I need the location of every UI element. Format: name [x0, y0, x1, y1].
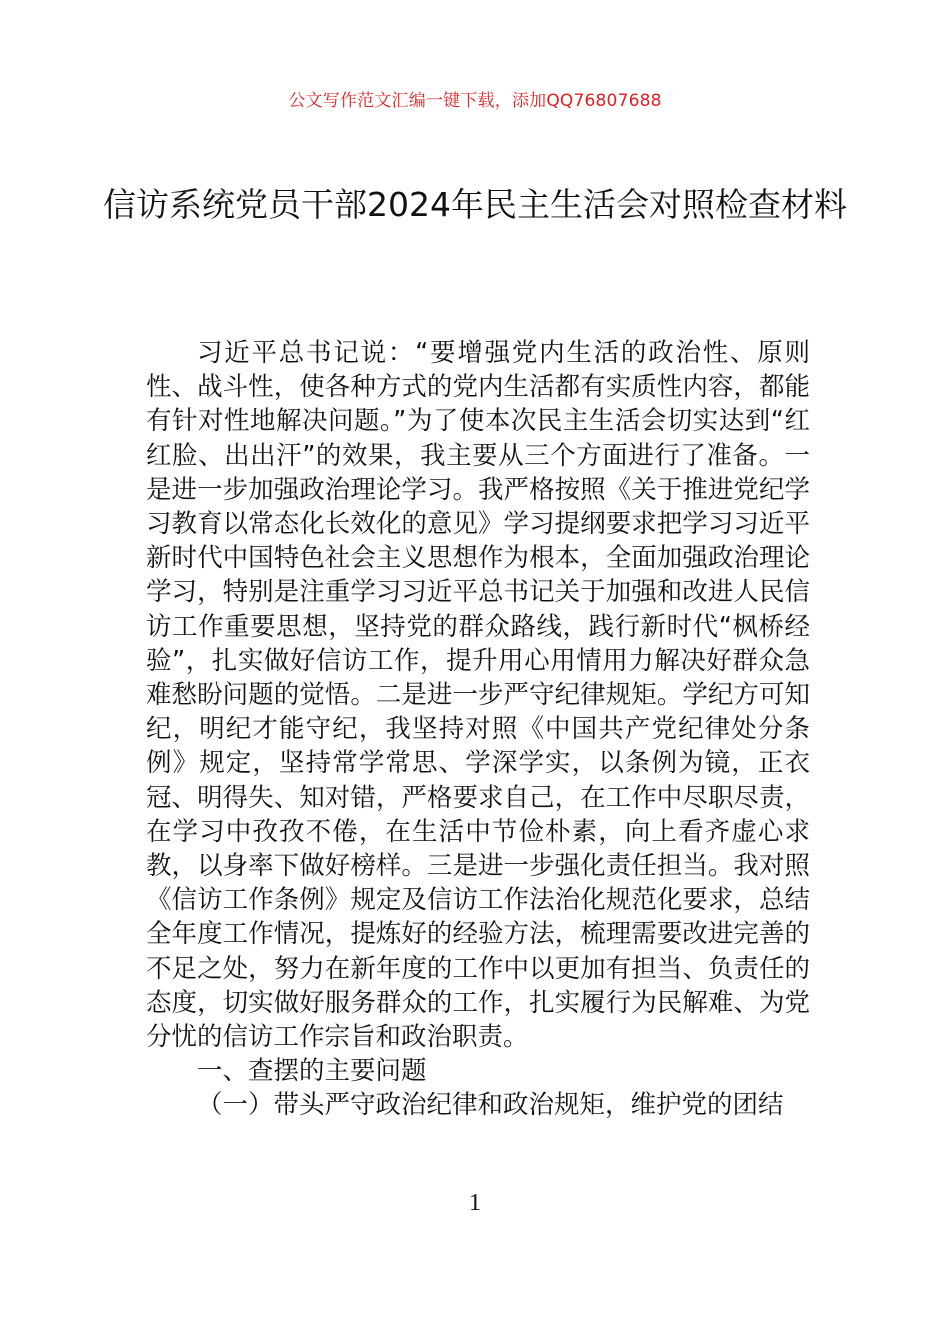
page-number: 1 — [469, 1190, 481, 1216]
intro-paragraph: 习近平总书记说：“要增强党内生活的政治性、原则性、战斗性，使各种方式的党内生活都有实质性内容，都能有针对性地解决问题。”为了使本次民主生活会切实达到“红红脸、出出汗”的效果，我主要从三个方面进行了准备。一是进一步加强政治理论学习。我严格按照《关于推进党纪学习教育以常态化长效化的意见》学习提纲要求把学习习近平新时代中国特色社会主义思想作为根本，全面加强政治理论学习，特别是注重学习习近平总书记关于加强和改进人民信访工作重要思想，坚持党的群众路线，践行新时代“枫桥经验”，扎实做好信访工作，提升用心用情用力解决好群众急难愁盼问题的觉悟。二是进一步严守纪律规矩。学纪方可知纪，明纪才能守纪，我坚持对照《中国共产党纪律处分条例》规定，坚持常学常思、学深学实，以条例为镜，正衣冠、明得失、知对错，严格要求自己，在工作中尽职尽责，在学习中孜孜不倦，在生活中节俭朴素，向上看齐虚心求教，以身率下做好榜样。三是进一步强化责任担当。我对照《信访工作条例》规定及信访工作法治化规范化要求，总结全年度工作情况，提炼好的经验方法，梳理需要改进完善的不足之处，努力在新年度的工作中以更加有担当、负责任的态度，切实做好服务群众的工作，扎实履行为民解难、为党分忧的信访工作宗旨和政治职责。 — [146, 338, 810, 1053]
document-title: 信访系统党员干部2024年民主生活会对照检查材料 — [103, 185, 847, 224]
document-body — [146, 336, 810, 1123]
watermark-text: 公文写作范文汇编一键下载，添加QQ76807688 — [288, 91, 662, 111]
section-heading: 一、查摆的主要问题 — [197, 1056, 427, 1087]
subsection-heading: （一）带头严守政治纪律和政治规矩，维护党的团结 — [197, 1090, 784, 1121]
